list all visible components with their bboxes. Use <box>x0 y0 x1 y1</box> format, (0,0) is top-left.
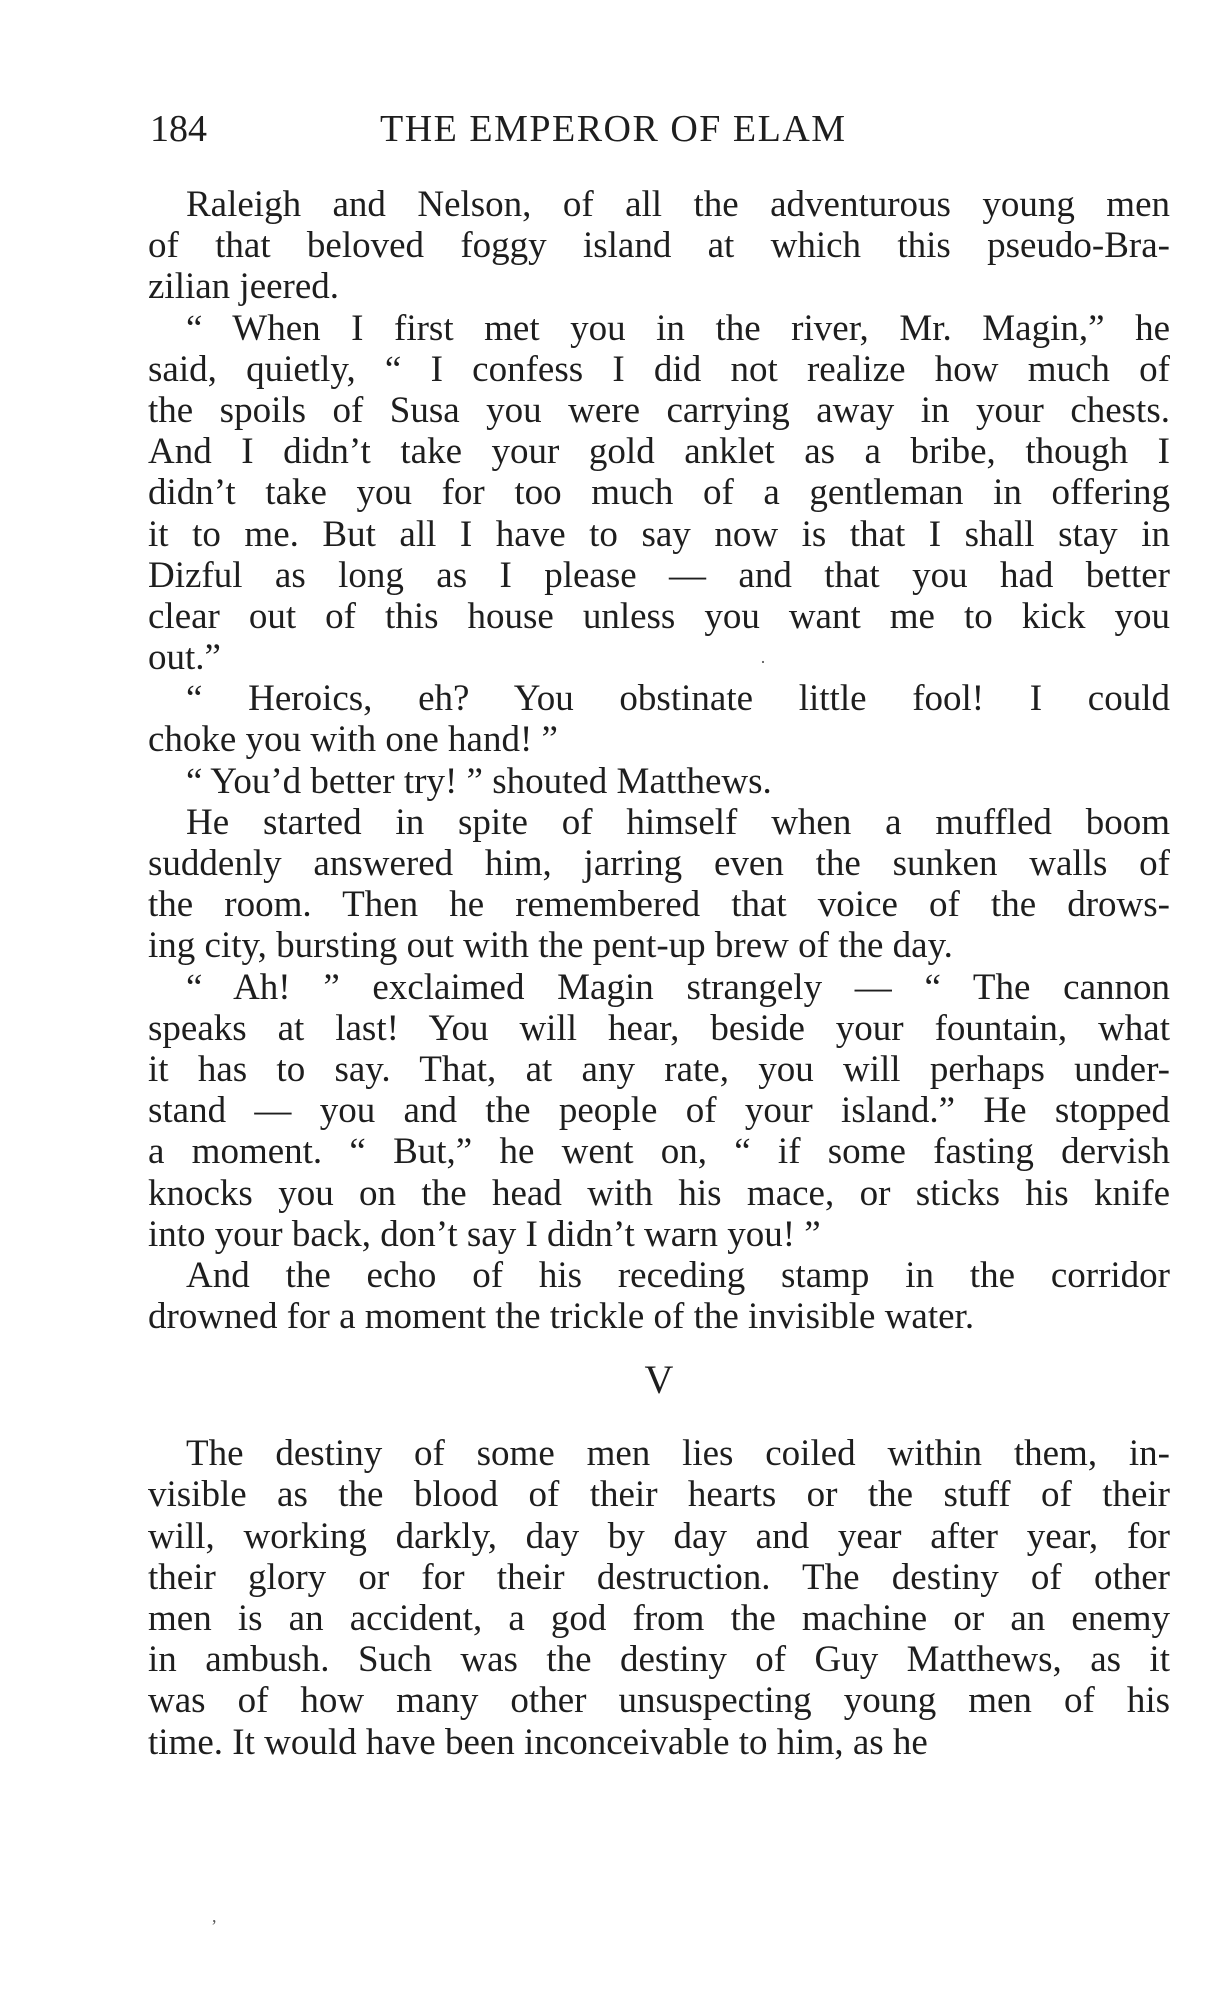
text-line: “ Heroics, eh? You obstinate little fool! I could <box>186 678 1170 720</box>
print-speck: , <box>212 1906 217 1926</box>
text-line: the spoils of Susa you were carrying away in your chests. <box>148 389 1170 431</box>
text-line: out.” <box>148 637 221 679</box>
text-line: clear out of this house unless you want me to kick you <box>148 595 1170 637</box>
text-line: He started in spite of himself when a muffled boom <box>186 801 1170 843</box>
text-before-section <box>148 184 1170 1337</box>
text-line: in ambush. Such was the destiny of Guy Matthews, as it <box>148 1639 1170 1681</box>
text-line: visible as the blood of their hearts or the stuff of their <box>148 1474 1170 1516</box>
text-line: ing city, bursting out with the pent-up brew of the day. <box>148 925 953 967</box>
text-after-section <box>148 1433 1170 1763</box>
paragraph <box>148 761 1170 802</box>
text-line: into your back, don’t say I didn’t warn you! ” <box>148 1213 821 1255</box>
text-line: And the echo of his receding stamp in the corridor <box>186 1254 1170 1296</box>
text-line: speaks at last! You will hear, beside your fountain, what <box>148 1007 1170 1049</box>
text-line: was of how many other unsuspecting young men of his <box>148 1680 1170 1722</box>
paragraph <box>148 184 1170 308</box>
section-heading: V <box>644 1357 674 1403</box>
text-line: their glory or for their destruction. The destiny of other <box>148 1556 1170 1598</box>
paragraph <box>148 1433 1170 1763</box>
text-line: didn’t take you for too much of a gentleman in offering <box>148 472 1170 514</box>
text-line: “ When I first met you in the river, Mr. Magin,” he <box>186 307 1170 349</box>
text-line: the room. Then he remembered that voice of the drows- <box>148 884 1170 926</box>
section-break <box>148 1337 1170 1433</box>
body-text <box>148 184 1170 1763</box>
text-line: of that beloved foggy island at which this pseudo-Bra- <box>148 225 1170 267</box>
paragraph <box>148 967 1170 1255</box>
running-title: THE EMPEROR OF ELAM <box>380 108 847 150</box>
text-line: said, quietly, “ I confess I did not realize how much of <box>148 348 1170 390</box>
print-speck: · <box>760 652 766 672</box>
text-line: The destiny of some men lies coiled within them, in- <box>186 1433 1170 1475</box>
text-line: “ You’d better try! ” shouted Matthews. <box>186 760 772 802</box>
text-line: And I didn’t take your gold anklet as a bribe, though I <box>148 431 1170 473</box>
text-line: Raleigh and Nelson, of all the adventurous young men <box>186 184 1170 225</box>
text-line: stand — you and the people of your island.” He stopped <box>148 1090 1170 1132</box>
text-line: “ Ah! ” exclaimed Magin strangely — “ The cannon <box>186 966 1170 1008</box>
running-head <box>150 104 1170 154</box>
text-line: men is an accident, a god from the machine or an enemy <box>148 1598 1170 1639</box>
text-line: it to me. But all I have to say now is that I shall stay in <box>148 513 1170 555</box>
text-line: Dizful as long as I please — and that you had better <box>148 554 1170 596</box>
paragraph <box>148 308 1170 679</box>
text-line: a moment. “ But,” he went on, “ if some fasting dervish <box>148 1131 1170 1173</box>
paragraph <box>148 678 1170 760</box>
text-line: it has to say. That, at any rate, you will perhaps under- <box>148 1048 1170 1090</box>
text-line: will, working darkly, day by day and year after year, for <box>148 1515 1170 1557</box>
text-line: choke you with one hand! ” <box>148 719 558 761</box>
paragraph <box>148 802 1170 967</box>
page-number: 184 <box>150 108 207 150</box>
text-line: drowned for a moment the trickle of the invisible water. <box>148 1296 975 1338</box>
text-line: zilian jeered. <box>148 266 340 308</box>
text-line: suddenly answered him, jarring even the sunken walls of <box>148 843 1170 884</box>
text-line: knocks you on the head with his mace, or sticks his knife <box>148 1172 1170 1214</box>
paragraph <box>148 1255 1170 1337</box>
text-line: time. It would have been inconceivable to him, as he <box>148 1721 928 1763</box>
